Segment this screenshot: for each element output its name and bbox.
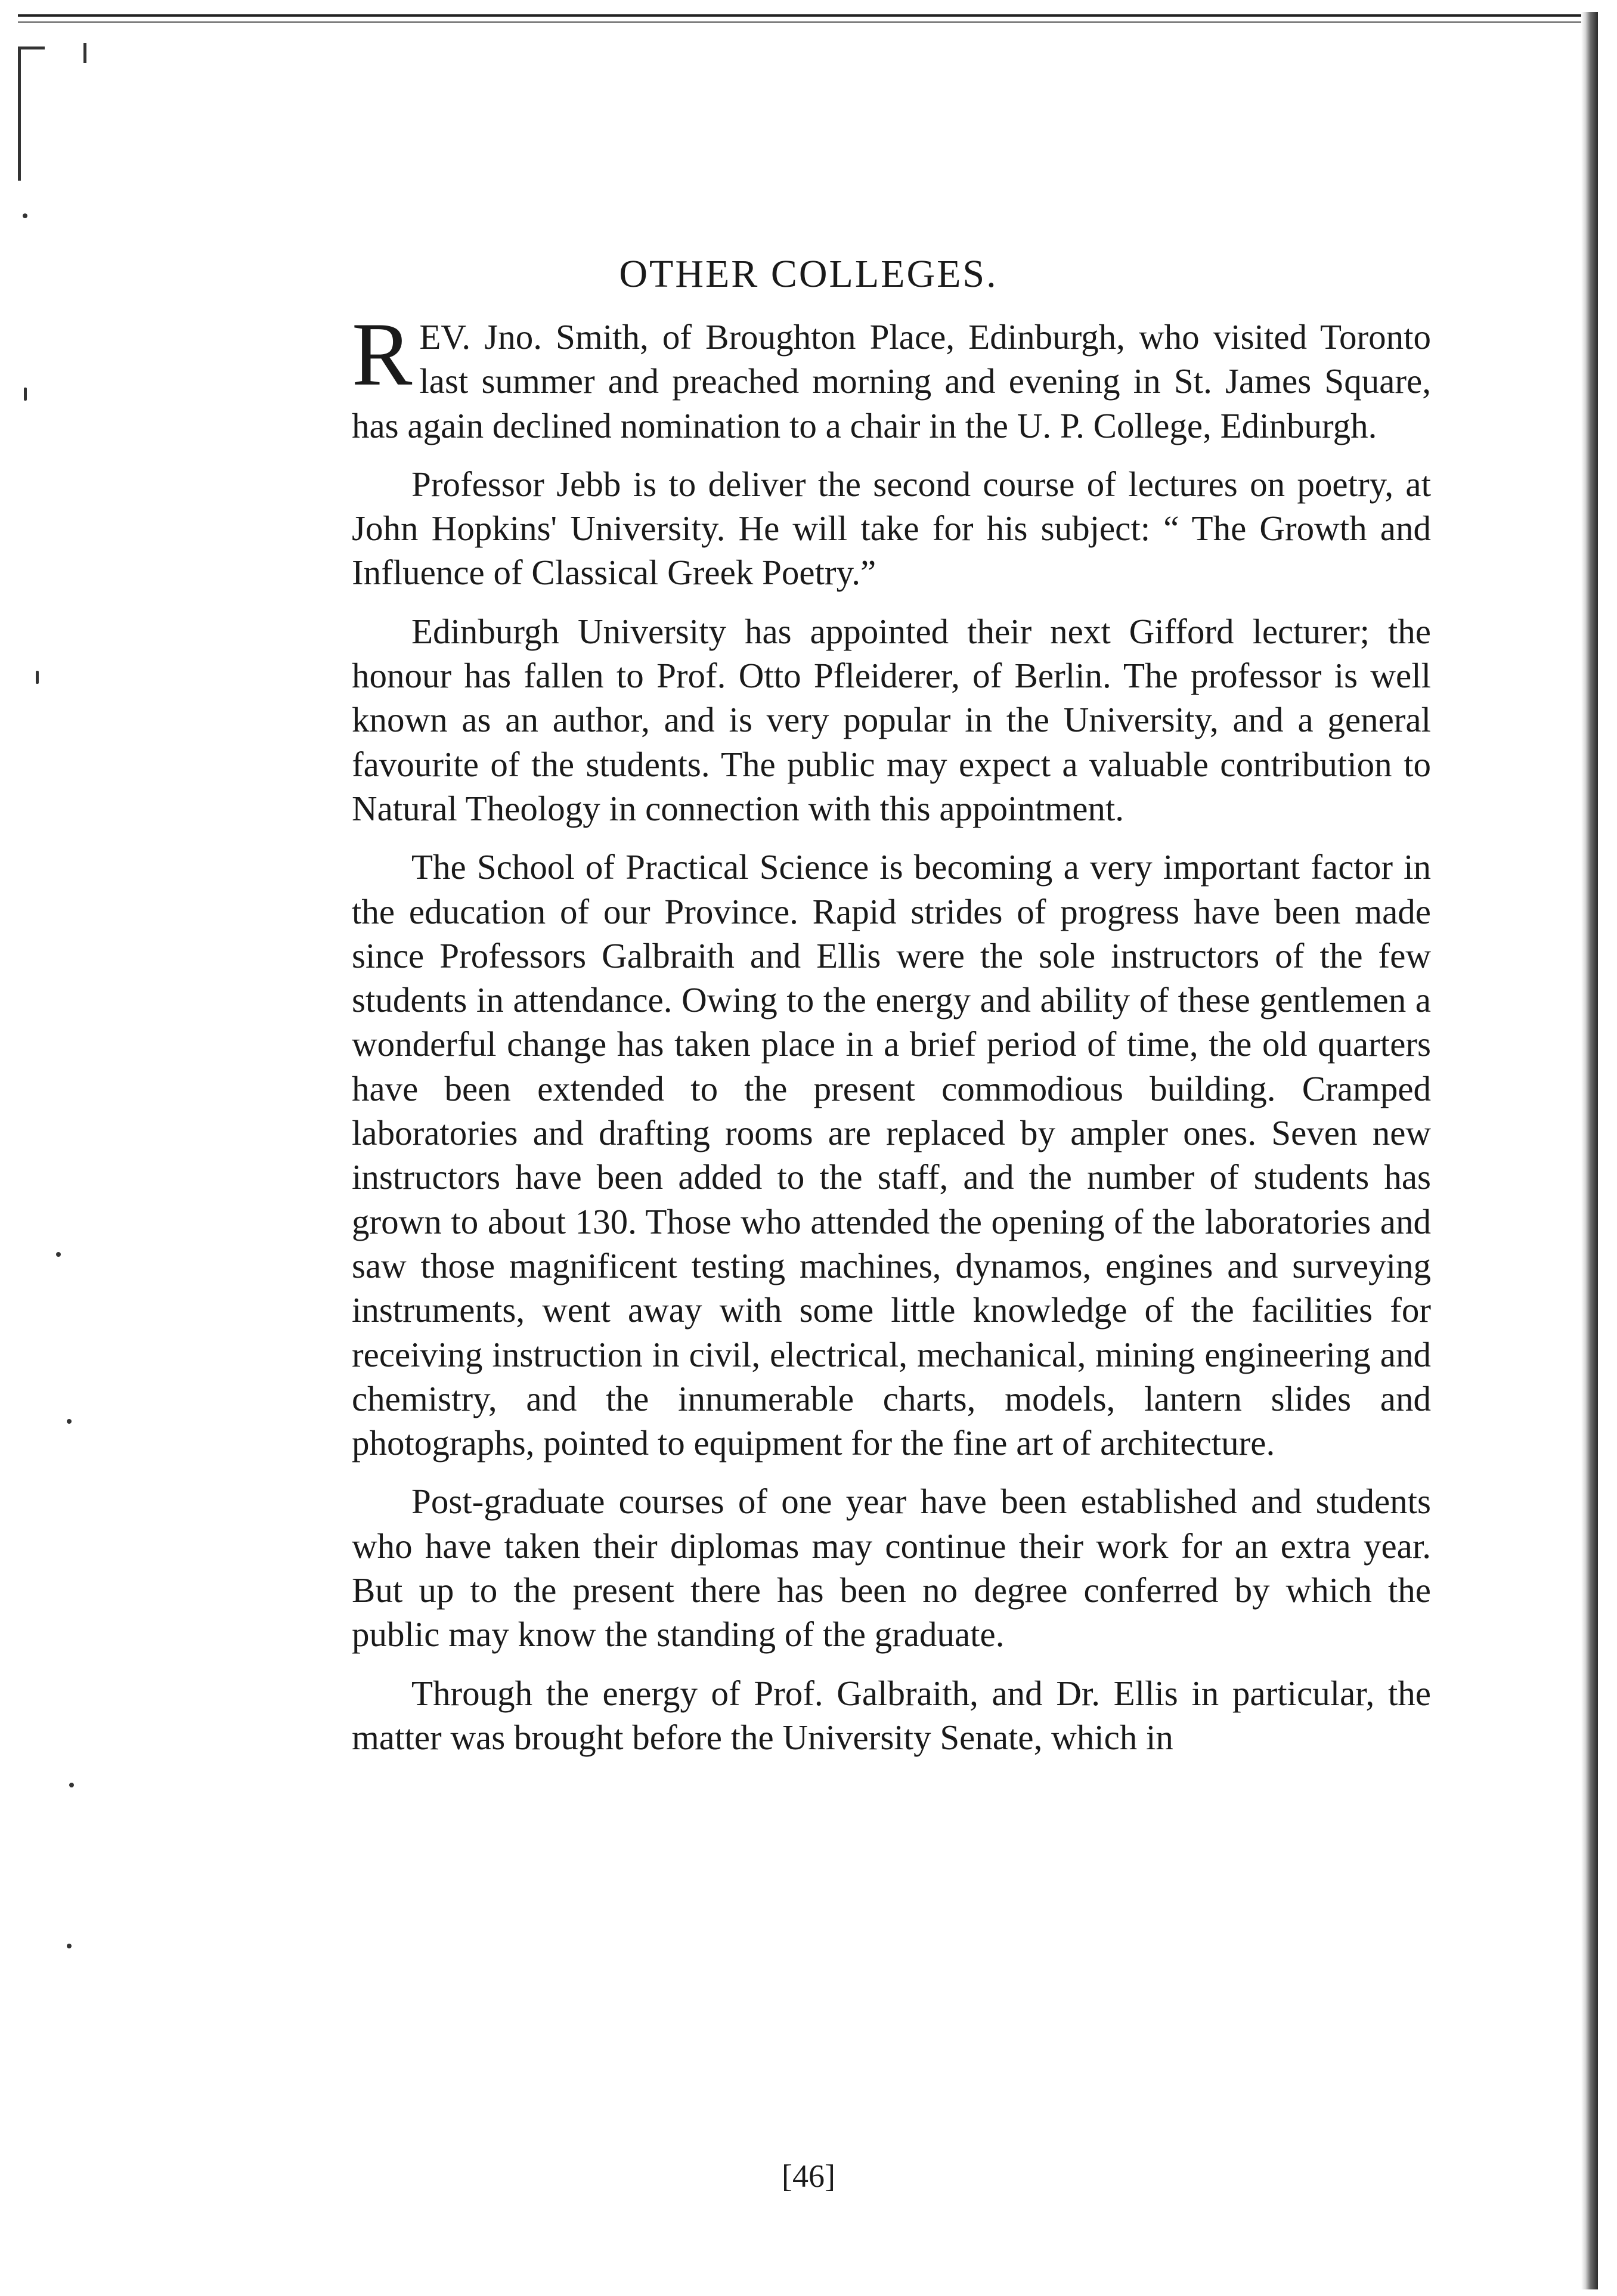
scan-right-edge-shadow (1581, 12, 1598, 2289)
article-body (352, 304, 1431, 1774)
scan-speck (56, 1252, 61, 1257)
scan-speck (23, 213, 27, 218)
paragraph-5: Post-graduate courses of one year have been established and students who have taken their diplomas may continue their work for an extra year. But up to the present there has been no degree conferred by which the public may know the standing of the graduate. (352, 1482, 1431, 1654)
scan-speck (67, 1944, 72, 1948)
paragraph-6: Through the energy of Prof. Galbraith, and Dr. Ellis in particular, the matter was brought before the University Senate, which in (352, 1673, 1431, 1757)
paragraph-1 (352, 304, 1431, 448)
page-title: OTHER COLLEGES. (619, 252, 998, 296)
paragraph-2: Professor Jebb is to deliver the second course of lectures on poetry, at John Hopkins' University. He will take for his subject: “ The Growth and Influence of Classical Greek Poetry.” (352, 464, 1431, 593)
paragraph-3: Edinburgh University has appointed their next Gifford lecturer; the honour has fallen to Prof. Otto Pfleiderer, of Berlin. The professor is well known as an author, and is very popular in the University, and a general favourite of the students. The public may expect a valuable contribution to Natural Theology in connection with this appointment. (352, 611, 1431, 828)
scan-speck (67, 1419, 72, 1424)
scan-top-rule (18, 14, 1592, 17)
scan-speck (36, 671, 39, 684)
page-number: [46] (782, 2158, 835, 2194)
scan-corner-mark (18, 47, 45, 181)
scan-speck (24, 388, 27, 401)
paragraph-4: The School of Practical Science is becoming a very important factor in the education of our Province. Rapid strides of progress have been made since Professors Galbraith and Ellis were the sole instructors of the few students in attendance. Owing to the energy and ability of these gentlemen a wonderful change has taken place in a brief period of time, the old quarters have been extended to the present commodious building. Cramped laboratories and drafting rooms are replaced by ampler ones. Seven new instructors have been added to the staff, and the number of students has grown to about 130. Those who attended the opening of the laboratories and saw those magnificent testing machines, dynamos, engines and surveying instruments, went away with some little knowledge of the facilities for receiving instruction in civil, electrical, mechanical, mining engineering and chemistry, and the innumerable charts, models, lantern slides and photographs, pointed to equipment for the fine art of architecture. (352, 847, 1431, 1463)
drop-cap: R (352, 304, 413, 404)
paragraph-1-text: EV. Jno. Smith, of Broughton Place, Edinburgh, who visited Toronto last summer and preached morning and evening in St. James Square, has again declined nomination to a chair in the U. P. College, Edinburgh. (352, 317, 1431, 445)
scan-speck (69, 1783, 74, 1787)
scan-corner-tick (83, 43, 86, 63)
scan-top-rule-secondary (18, 21, 1592, 23)
